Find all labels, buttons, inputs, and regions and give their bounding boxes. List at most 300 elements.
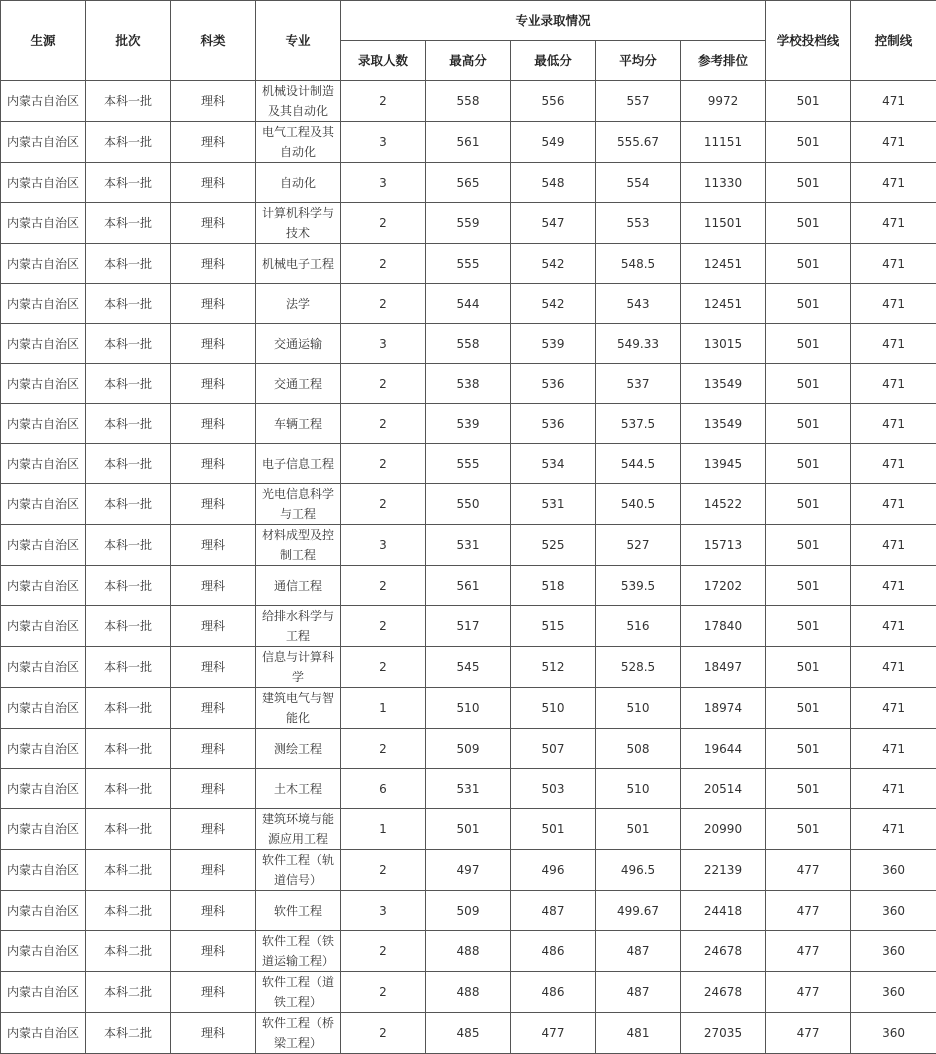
cell-batch: 本科二批 (86, 850, 171, 891)
cell-rank: 13015 (681, 324, 766, 364)
cell-control-line: 471 (851, 809, 936, 850)
cell-control-line: 471 (851, 404, 936, 444)
cell-max: 510 (426, 688, 511, 729)
cell-control-line: 360 (851, 850, 936, 891)
cell-min: 487 (511, 891, 596, 931)
cell-province: 内蒙古自治区 (1, 850, 86, 891)
cell-province: 内蒙古自治区 (1, 972, 86, 1013)
cell-min: 536 (511, 364, 596, 404)
table-row (1, 163, 936, 203)
cell-avg: 554 (596, 163, 681, 203)
cell-rank: 24678 (681, 972, 766, 1013)
cell-province: 内蒙古自治区 (1, 891, 86, 931)
table-row (1, 122, 936, 163)
cell-category: 理科 (171, 809, 256, 850)
cell-avg: 548.5 (596, 244, 681, 284)
cell-avg: 516 (596, 606, 681, 647)
cell-min: 536 (511, 404, 596, 444)
cell-max: 565 (426, 163, 511, 203)
cell-batch: 本科一批 (86, 324, 171, 364)
cell-batch: 本科一批 (86, 203, 171, 244)
cell-rank: 17202 (681, 566, 766, 606)
cell-control-line: 471 (851, 284, 936, 324)
cell-batch: 本科一批 (86, 606, 171, 647)
cell-admitted: 1 (341, 809, 426, 850)
cell-rank: 18974 (681, 688, 766, 729)
cell-school-line: 501 (766, 203, 851, 244)
cell-admitted: 2 (341, 203, 426, 244)
cell-category: 理科 (171, 163, 256, 203)
cell-school-line: 501 (766, 484, 851, 525)
cell-batch: 本科一批 (86, 566, 171, 606)
cell-province: 内蒙古自治区 (1, 404, 86, 444)
cell-category: 理科 (171, 404, 256, 444)
cell-min: 477 (511, 1013, 596, 1054)
cell-control-line: 360 (851, 972, 936, 1013)
cell-batch: 本科一批 (86, 688, 171, 729)
header-control-line: 控制线 (851, 1, 936, 81)
cell-school-line: 501 (766, 364, 851, 404)
cell-category: 理科 (171, 525, 256, 566)
cell-province: 内蒙古自治区 (1, 729, 86, 769)
cell-school-line: 477 (766, 850, 851, 891)
cell-school-line: 501 (766, 647, 851, 688)
cell-rank: 19644 (681, 729, 766, 769)
cell-major: 给排水科学与工程 (256, 606, 341, 647)
cell-major: 软件工程（轨道信号） (256, 850, 341, 891)
cell-batch: 本科二批 (86, 931, 171, 972)
cell-rank: 13945 (681, 444, 766, 484)
cell-category: 理科 (171, 688, 256, 729)
cell-min: 547 (511, 203, 596, 244)
cell-admitted: 2 (341, 729, 426, 769)
table-row (1, 729, 936, 769)
cell-avg: 501 (596, 809, 681, 850)
header-school-line: 学校投档线 (766, 1, 851, 81)
cell-category: 理科 (171, 244, 256, 284)
cell-min: 518 (511, 566, 596, 606)
cell-province: 内蒙古自治区 (1, 566, 86, 606)
table-row (1, 404, 936, 444)
cell-max: 561 (426, 566, 511, 606)
cell-min: 503 (511, 769, 596, 809)
cell-category: 理科 (171, 284, 256, 324)
cell-batch: 本科一批 (86, 729, 171, 769)
cell-major: 电气工程及其自动化 (256, 122, 341, 163)
cell-batch: 本科一批 (86, 647, 171, 688)
cell-admitted: 2 (341, 931, 426, 972)
cell-control-line: 360 (851, 931, 936, 972)
cell-major: 计算机科学与技术 (256, 203, 341, 244)
cell-rank: 12451 (681, 244, 766, 284)
cell-rank: 11330 (681, 163, 766, 203)
cell-min: 501 (511, 809, 596, 850)
cell-school-line: 501 (766, 284, 851, 324)
cell-category: 理科 (171, 769, 256, 809)
cell-category: 理科 (171, 850, 256, 891)
cell-admitted: 2 (341, 606, 426, 647)
cell-batch: 本科一批 (86, 525, 171, 566)
header-max: 最高分 (426, 41, 511, 81)
cell-province: 内蒙古自治区 (1, 284, 86, 324)
cell-admitted: 2 (341, 972, 426, 1013)
header-batch: 批次 (86, 1, 171, 81)
cell-admitted: 3 (341, 891, 426, 931)
cell-rank: 11501 (681, 203, 766, 244)
cell-rank: 18497 (681, 647, 766, 688)
header-rank: 参考排位 (681, 41, 766, 81)
cell-batch: 本科一批 (86, 809, 171, 850)
cell-admitted: 6 (341, 769, 426, 809)
cell-province: 内蒙古自治区 (1, 163, 86, 203)
cell-min: 486 (511, 972, 596, 1013)
cell-major: 电子信息工程 (256, 444, 341, 484)
table-row (1, 931, 936, 972)
cell-category: 理科 (171, 81, 256, 122)
cell-school-line: 501 (766, 525, 851, 566)
header-province: 生源 (1, 1, 86, 81)
cell-max: 485 (426, 1013, 511, 1054)
cell-max: 555 (426, 444, 511, 484)
cell-batch: 本科一批 (86, 484, 171, 525)
table-row (1, 284, 936, 324)
cell-province: 内蒙古自治区 (1, 809, 86, 850)
cell-max: 538 (426, 364, 511, 404)
cell-school-line: 477 (766, 972, 851, 1013)
cell-admitted: 2 (341, 1013, 426, 1054)
table-row (1, 972, 936, 1013)
cell-rank: 24418 (681, 891, 766, 931)
table-row (1, 606, 936, 647)
cell-major: 通信工程 (256, 566, 341, 606)
cell-batch: 本科二批 (86, 891, 171, 931)
cell-control-line: 360 (851, 1013, 936, 1054)
cell-control-line: 471 (851, 122, 936, 163)
table-row (1, 566, 936, 606)
cell-province: 内蒙古自治区 (1, 931, 86, 972)
cell-batch: 本科一批 (86, 284, 171, 324)
cell-avg: 508 (596, 729, 681, 769)
cell-control-line: 471 (851, 484, 936, 525)
cell-max: 545 (426, 647, 511, 688)
cell-admitted: 2 (341, 284, 426, 324)
cell-control-line: 471 (851, 244, 936, 284)
cell-major: 光电信息科学与工程 (256, 484, 341, 525)
cell-admitted: 2 (341, 484, 426, 525)
cell-rank: 20514 (681, 769, 766, 809)
table-row (1, 850, 936, 891)
cell-avg: 496.5 (596, 850, 681, 891)
cell-rank: 17840 (681, 606, 766, 647)
cell-avg: 537 (596, 364, 681, 404)
cell-school-line: 477 (766, 931, 851, 972)
cell-max: 509 (426, 729, 511, 769)
cell-category: 理科 (171, 647, 256, 688)
cell-max: 501 (426, 809, 511, 850)
table-row (1, 203, 936, 244)
cell-control-line: 471 (851, 606, 936, 647)
cell-avg: 499.67 (596, 891, 681, 931)
cell-min: 525 (511, 525, 596, 566)
cell-rank: 11151 (681, 122, 766, 163)
cell-min: 548 (511, 163, 596, 203)
cell-major: 建筑环境与能源应用工程 (256, 809, 341, 850)
cell-max: 544 (426, 284, 511, 324)
cell-province: 内蒙古自治区 (1, 203, 86, 244)
cell-category: 理科 (171, 606, 256, 647)
table-row (1, 809, 936, 850)
cell-admitted: 2 (341, 244, 426, 284)
cell-min: 507 (511, 729, 596, 769)
cell-batch: 本科一批 (86, 244, 171, 284)
cell-control-line: 471 (851, 364, 936, 404)
cell-category: 理科 (171, 444, 256, 484)
cell-major: 软件工程（道铁工程） (256, 972, 341, 1013)
cell-min: 515 (511, 606, 596, 647)
cell-min: 486 (511, 931, 596, 972)
table-row (1, 525, 936, 566)
cell-control-line: 471 (851, 444, 936, 484)
cell-school-line: 501 (766, 729, 851, 769)
cell-avg: 481 (596, 1013, 681, 1054)
table-row (1, 891, 936, 931)
cell-rank: 13549 (681, 364, 766, 404)
cell-min: 534 (511, 444, 596, 484)
cell-min: 512 (511, 647, 596, 688)
header-admitted: 录取人数 (341, 41, 426, 81)
cell-min: 549 (511, 122, 596, 163)
cell-admitted: 3 (341, 525, 426, 566)
cell-major: 机械设计制造及其自动化 (256, 81, 341, 122)
cell-category: 理科 (171, 324, 256, 364)
cell-max: 539 (426, 404, 511, 444)
cell-school-line: 501 (766, 244, 851, 284)
cell-admitted: 3 (341, 163, 426, 203)
cell-max: 531 (426, 769, 511, 809)
cell-control-line: 471 (851, 566, 936, 606)
cell-avg: 537.5 (596, 404, 681, 444)
cell-avg: 487 (596, 972, 681, 1013)
cell-category: 理科 (171, 484, 256, 525)
cell-admitted: 2 (341, 444, 426, 484)
cell-province: 内蒙古自治区 (1, 1013, 86, 1054)
cell-batch: 本科二批 (86, 1013, 171, 1054)
table-row (1, 364, 936, 404)
cell-province: 内蒙古自治区 (1, 122, 86, 163)
cell-rank: 15713 (681, 525, 766, 566)
cell-category: 理科 (171, 891, 256, 931)
cell-max: 550 (426, 484, 511, 525)
cell-province: 内蒙古自治区 (1, 244, 86, 284)
cell-admitted: 3 (341, 122, 426, 163)
cell-province: 内蒙古自治区 (1, 324, 86, 364)
table-row (1, 81, 936, 122)
cell-avg: 540.5 (596, 484, 681, 525)
cell-rank: 9972 (681, 81, 766, 122)
cell-avg: 555.67 (596, 122, 681, 163)
cell-major: 机械电子工程 (256, 244, 341, 284)
cell-max: 555 (426, 244, 511, 284)
cell-school-line: 501 (766, 122, 851, 163)
cell-admitted: 2 (341, 81, 426, 122)
cell-major: 自动化 (256, 163, 341, 203)
cell-max: 497 (426, 850, 511, 891)
cell-school-line: 477 (766, 891, 851, 931)
cell-avg: 527 (596, 525, 681, 566)
cell-rank: 24678 (681, 931, 766, 972)
cell-school-line: 501 (766, 566, 851, 606)
cell-admitted: 2 (341, 647, 426, 688)
cell-school-line: 501 (766, 606, 851, 647)
cell-school-line: 477 (766, 1013, 851, 1054)
cell-province: 内蒙古自治区 (1, 525, 86, 566)
cell-batch: 本科一批 (86, 769, 171, 809)
cell-school-line: 501 (766, 81, 851, 122)
cell-min: 556 (511, 81, 596, 122)
cell-major: 信息与计算科学 (256, 647, 341, 688)
cell-school-line: 501 (766, 404, 851, 444)
cell-admitted: 1 (341, 688, 426, 729)
cell-province: 内蒙古自治区 (1, 606, 86, 647)
cell-school-line: 501 (766, 688, 851, 729)
cell-rank: 27035 (681, 1013, 766, 1054)
cell-rank: 22139 (681, 850, 766, 891)
cell-control-line: 471 (851, 729, 936, 769)
cell-major: 车辆工程 (256, 404, 341, 444)
cell-rank: 14522 (681, 484, 766, 525)
cell-avg: 543 (596, 284, 681, 324)
cell-province: 内蒙古自治区 (1, 81, 86, 122)
header-avg: 平均分 (596, 41, 681, 81)
cell-category: 理科 (171, 729, 256, 769)
cell-min: 531 (511, 484, 596, 525)
cell-province: 内蒙古自治区 (1, 647, 86, 688)
cell-batch: 本科一批 (86, 81, 171, 122)
cell-rank: 20990 (681, 809, 766, 850)
cell-batch: 本科一批 (86, 404, 171, 444)
cell-max: 488 (426, 972, 511, 1013)
cell-admitted: 2 (341, 566, 426, 606)
cell-control-line: 471 (851, 688, 936, 729)
cell-admitted: 3 (341, 324, 426, 364)
cell-rank: 13549 (681, 404, 766, 444)
cell-batch: 本科一批 (86, 163, 171, 203)
cell-major: 软件工程 (256, 891, 341, 931)
table-row (1, 324, 936, 364)
cell-avg: 487 (596, 931, 681, 972)
cell-control-line: 471 (851, 525, 936, 566)
table-row (1, 444, 936, 484)
cell-avg: 553 (596, 203, 681, 244)
cell-province: 内蒙古自治区 (1, 769, 86, 809)
cell-max: 558 (426, 81, 511, 122)
cell-max: 561 (426, 122, 511, 163)
cell-avg: 510 (596, 688, 681, 729)
cell-min: 496 (511, 850, 596, 891)
table-row (1, 688, 936, 729)
cell-province: 内蒙古自治区 (1, 364, 86, 404)
cell-control-line: 471 (851, 203, 936, 244)
header-category: 科类 (171, 1, 256, 81)
header-major: 专业 (256, 1, 341, 81)
cell-control-line: 360 (851, 891, 936, 931)
cell-category: 理科 (171, 931, 256, 972)
cell-province: 内蒙古自治区 (1, 484, 86, 525)
cell-admitted: 2 (341, 364, 426, 404)
cell-batch: 本科一批 (86, 444, 171, 484)
cell-control-line: 471 (851, 81, 936, 122)
cell-min: 542 (511, 284, 596, 324)
cell-control-line: 471 (851, 163, 936, 203)
cell-category: 理科 (171, 566, 256, 606)
cell-control-line: 471 (851, 324, 936, 364)
cell-admitted: 2 (341, 404, 426, 444)
cell-batch: 本科一批 (86, 364, 171, 404)
cell-batch: 本科一批 (86, 122, 171, 163)
cell-max: 509 (426, 891, 511, 931)
cell-min: 542 (511, 244, 596, 284)
cell-max: 531 (426, 525, 511, 566)
cell-max: 488 (426, 931, 511, 972)
cell-major: 建筑电气与智能化 (256, 688, 341, 729)
table-row (1, 1013, 936, 1054)
cell-category: 理科 (171, 364, 256, 404)
cell-control-line: 471 (851, 647, 936, 688)
cell-school-line: 501 (766, 809, 851, 850)
table-row (1, 244, 936, 284)
cell-school-line: 501 (766, 324, 851, 364)
cell-avg: 510 (596, 769, 681, 809)
cell-max: 517 (426, 606, 511, 647)
cell-category: 理科 (171, 203, 256, 244)
cell-max: 559 (426, 203, 511, 244)
cell-admitted: 2 (341, 850, 426, 891)
cell-control-line: 471 (851, 769, 936, 809)
cell-major: 测绘工程 (256, 729, 341, 769)
cell-category: 理科 (171, 972, 256, 1013)
table-body (1, 81, 936, 1054)
table-row (1, 484, 936, 525)
header-min: 最低分 (511, 41, 596, 81)
cell-major: 法学 (256, 284, 341, 324)
cell-avg: 549.33 (596, 324, 681, 364)
cell-min: 510 (511, 688, 596, 729)
header-row-1 (1, 1, 936, 41)
cell-school-line: 501 (766, 444, 851, 484)
cell-major: 材料成型及控制工程 (256, 525, 341, 566)
cell-min: 539 (511, 324, 596, 364)
cell-major: 土木工程 (256, 769, 341, 809)
cell-major: 软件工程（桥梁工程） (256, 1013, 341, 1054)
cell-major: 交通工程 (256, 364, 341, 404)
cell-major: 软件工程（铁道运输工程） (256, 931, 341, 972)
cell-major: 交通运输 (256, 324, 341, 364)
cell-province: 内蒙古自治区 (1, 444, 86, 484)
cell-category: 理科 (171, 1013, 256, 1054)
cell-max: 558 (426, 324, 511, 364)
cell-avg: 539.5 (596, 566, 681, 606)
table-row (1, 647, 936, 688)
cell-rank: 12451 (681, 284, 766, 324)
cell-batch: 本科二批 (86, 972, 171, 1013)
cell-school-line: 501 (766, 769, 851, 809)
cell-category: 理科 (171, 122, 256, 163)
cell-avg: 557 (596, 81, 681, 122)
table-row (1, 769, 936, 809)
cell-avg: 544.5 (596, 444, 681, 484)
cell-avg: 528.5 (596, 647, 681, 688)
cell-province: 内蒙古自治区 (1, 688, 86, 729)
